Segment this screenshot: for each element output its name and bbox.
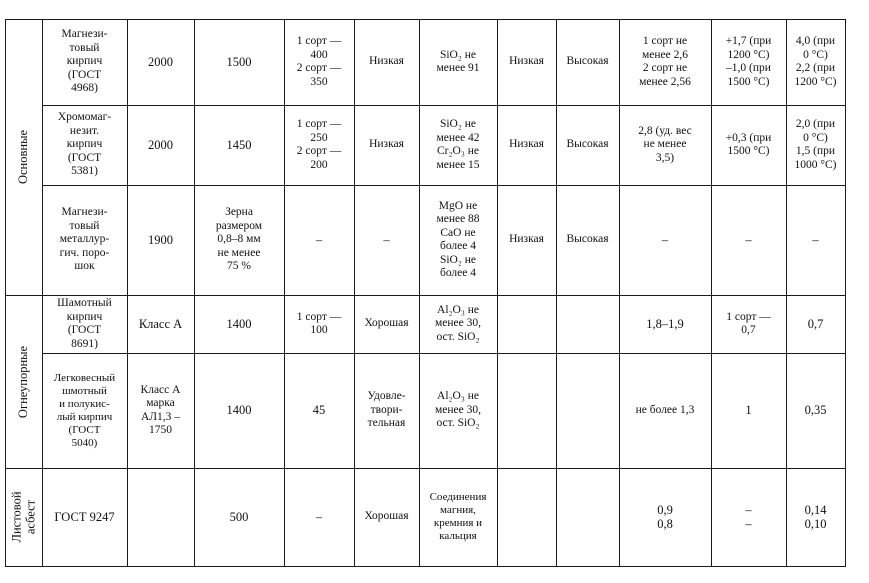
cell-col8 (556, 353, 619, 468)
cell-col11: – (812, 232, 819, 247)
cell-col10: +1,7 (при 1200 °C) –1,0 (при 1500 °C) (725, 35, 772, 88)
cell-col7 (497, 295, 556, 353)
cell-col10: 1 (745, 403, 752, 418)
cell-col6: Al₂O₃ не менее 30, ост. SiO₂ (435, 303, 481, 343)
group-label-basic: Основные (16, 129, 31, 185)
cell-col11: 0,14 0,10 (804, 502, 827, 531)
cell-col5: Хорошая (364, 317, 409, 330)
cell-col3: Зерна размером 0,8–8 мм не менее 75 % (215, 206, 263, 273)
cell-col4: 1 сорт — 100 (296, 310, 342, 336)
col-divider (845, 19, 846, 567)
cell-col8: Высокая (566, 233, 609, 246)
cell-col2: Класс А (138, 316, 183, 331)
cell-col3: 1400 (226, 403, 252, 418)
cell-col10: – – (745, 502, 752, 531)
cell-col4: – (315, 509, 323, 524)
cell-col9: 1,8–1,9 (646, 316, 684, 331)
cell-col7: Низкая (509, 55, 544, 68)
cell-material: Магнези- товый кирпич (ГОСТ 4968) (61, 28, 108, 95)
cell-col6: MgO не менее 88 CaO не более 4 SiO₂ не более 4 (436, 199, 480, 279)
cell-col6: SiO₂ не менее 42 Cr₂O₃ не менее 15 (436, 118, 480, 171)
rule-bottom (5, 566, 845, 567)
cell-col8 (556, 468, 619, 566)
cell-col7: Низкая (509, 233, 544, 246)
cell-col9: 0,9 0,8 (657, 502, 673, 531)
cell-col10: 1 сорт — 0,7 (726, 310, 771, 336)
cell-col9: не более 1,3 (635, 403, 695, 416)
cell-col10: – (745, 232, 752, 247)
cell-col3: 1450 (226, 137, 252, 152)
cell-col11: 4,0 (при 0 °C) 2,2 (при 1200 °C) (794, 35, 837, 88)
cell-col11: 0,7 (807, 316, 824, 331)
cell-col8: Высокая (566, 138, 609, 151)
cell-col4: – (315, 232, 323, 247)
cell-col5: Хорошая (364, 510, 409, 523)
cell-col4: 1 сорт — 250 2 сорт — 200 (296, 118, 342, 171)
cell-col6: Соединения магния, кремния и кальция (429, 491, 487, 542)
cell-col8 (556, 295, 619, 353)
cell-col3: 500 (229, 509, 249, 524)
cell-material: Магнези- товый металлур- гич. поро- шок (59, 206, 110, 273)
cell-col3: 1500 (226, 54, 252, 69)
cell-col4: 45 (312, 403, 326, 418)
cell-material: ГОСТ 9247 (54, 509, 115, 524)
cell-col3: 1400 (226, 316, 252, 331)
group-label-sheet-asbestos: Листовой асбест (9, 491, 38, 543)
cell-col2: 2000 (148, 54, 173, 69)
cell-col2: 1900 (148, 232, 173, 247)
cell-material: Легковесный шмотный и полукис- лый кирпич (ГОСТ 5040) (53, 371, 116, 449)
cell-col9: 2,8 (уд. вес не менее 3,5) (638, 124, 692, 164)
cell-col9: – (661, 232, 669, 247)
cell-col11: 2,0 (при 0 °C) 1,5 (при 1000 °C) (794, 118, 837, 171)
cell-col6: Al₂O₃ не менее 30, ост. SiO₂ (435, 390, 481, 430)
cell-col5: Низкая (369, 55, 404, 68)
cell-col5: Низкая (369, 138, 404, 151)
cell-material: Хромомаг- незит. кирпич (ГОСТ 5381) (57, 111, 112, 178)
cell-col9: 1 сорт не менее 2,6 2 сорт не менее 2,56 (639, 35, 691, 88)
group-label-refractory: Огнеупорные (16, 345, 31, 418)
cell-col4: 1 сорт — 400 2 сорт — 350 (296, 35, 342, 88)
cell-col7 (497, 353, 556, 468)
cell-col2 (127, 468, 194, 566)
cell-col5: – (383, 232, 390, 247)
cell-col6: SiO₂ не менее 91 (436, 48, 480, 74)
cell-col5: Удовле- твори- тельная (367, 390, 406, 430)
cell-material: Шамотный кирпич (ГОСТ 8691) (57, 297, 112, 350)
cell-col2: 2000 (148, 137, 173, 152)
cell-col7 (497, 468, 556, 566)
cell-col2: Класс А марка АЛ1,3 – 1750 (140, 383, 181, 436)
cell-col10: +0,3 (при 1500 °C) (725, 131, 772, 157)
cell-col7: Низкая (509, 138, 544, 151)
cell-col8: Высокая (566, 55, 609, 68)
cell-col11: 0,35 (804, 403, 827, 418)
